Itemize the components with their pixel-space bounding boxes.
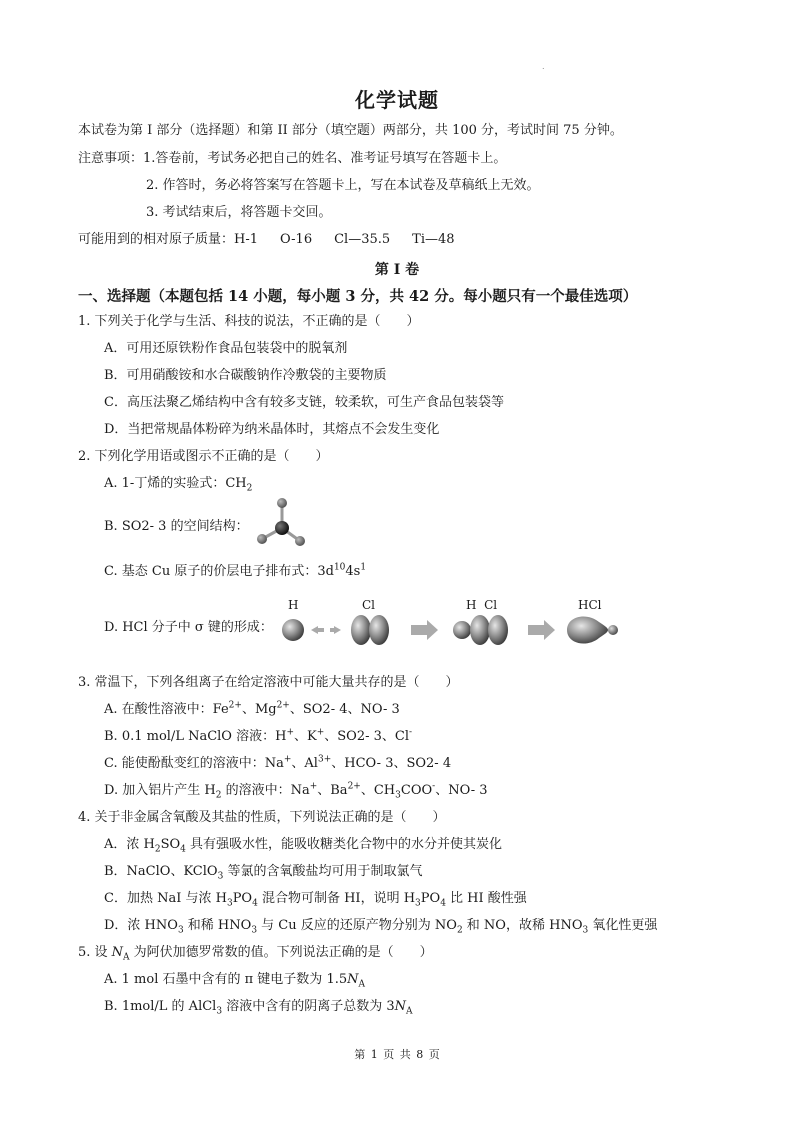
q3-d-sup: 2+	[347, 781, 361, 792]
q4-b-sub: 3	[217, 871, 224, 882]
q1-option-c: C．高压法聚乙烯结构中含有较多支链，较柔软，可生产食品包装袋等	[104, 395, 504, 410]
q5-b-sub: A	[406, 1006, 413, 1017]
atomic-mass-value: O-16	[280, 232, 313, 247]
q2-option-d: D. HCl 分子中 σ 键的形成：	[104, 620, 273, 635]
q5-a-sub: A	[358, 979, 365, 990]
notice-item: 3. 考试结束后，将答题卡交回。	[146, 205, 332, 220]
q3-a-text: A. 在酸性溶液中：Fe	[104, 702, 229, 717]
q5-a-text: A. 1 mol 石墨中含有的 π 键电子数为 1.5	[104, 972, 348, 987]
q4-c-text: PO	[232, 891, 253, 906]
q3-d-sub: 3	[395, 790, 401, 801]
q1-option-a: A．可用还原铁粉作食品包装袋中的脱氧剂	[104, 341, 348, 356]
q4-a-sub: 4	[180, 844, 186, 855]
q3-a-sup: 2+	[228, 700, 242, 711]
atomic-mass-value: Cl—35.5	[334, 232, 391, 247]
q5-stem-text: 5. 设	[78, 945, 112, 960]
q4-c-sub: 3	[226, 898, 233, 909]
q2-c-sup: 10	[333, 562, 346, 573]
q3-d-text: COO	[400, 783, 433, 798]
q4-b-text: 等氯的含氧酸盐均可用于制取氯气	[223, 864, 423, 879]
q2-c-text: C. 基态 Cu 原子的价层电子排布式：3d	[104, 564, 334, 579]
page-footer	[0, 1046, 794, 1062]
q4-option-d	[104, 917, 657, 935]
section-heading: 一、选择题（本题包括 14 小题，每小题 3 分，共 42 分。每小题只有一个最佳选项）	[78, 288, 638, 305]
q4-c-text: 比 HI 酸性强	[445, 891, 527, 906]
q1-stem: 1. 下列关于化学与生活、科技的说法，不正确的是（ ）	[78, 314, 420, 329]
q2-option-c	[104, 563, 366, 581]
q3-b-text: B. 0.1 mol/L NaClO 溶液：H	[104, 729, 287, 744]
q4-d-sub: 2	[456, 925, 463, 936]
q3-d-text: 、NO- 3	[435, 783, 488, 798]
q2-a-sub: 2	[246, 483, 253, 494]
q4-d-text: 和 NO，故稀 HNO	[462, 918, 583, 933]
q4-c-sub: 4	[440, 898, 446, 909]
q4-a-text: A．浓 H	[104, 837, 155, 852]
q4-b-text: B．NaClO、KClO	[104, 864, 218, 879]
q5-stem	[78, 944, 433, 962]
q2-option-a	[104, 475, 252, 493]
page-title: 化学试题	[355, 88, 439, 112]
q3-d-text: 的溶液中：Na	[221, 783, 310, 798]
q3-a-text: 、Mg	[241, 702, 277, 717]
q3-b-sup: +	[316, 727, 325, 738]
footer-text: 页	[383, 1048, 395, 1061]
q3-d-text: D. 加入铝片产生 H	[104, 783, 216, 798]
q4-c-sub: 4	[252, 898, 258, 909]
footer-page-total: 8	[416, 1048, 424, 1061]
q4-option-b	[104, 863, 422, 881]
q3-d-text: 、Ba	[317, 783, 348, 798]
atomic-mass-value: Ti—48	[412, 232, 455, 247]
q3-b-text: 、K	[294, 729, 317, 744]
q4-option-c	[104, 890, 527, 908]
q4-a-sub: 2	[154, 844, 161, 855]
q3-c-text: 、HCO- 3、SO2- 4	[331, 756, 452, 771]
orbital-label-h-cl: H Cl	[466, 598, 498, 612]
q5-b-sub: 3	[216, 1006, 223, 1017]
q4-d-text: 与 Cu 反应的还原产物分别为 NO	[257, 918, 457, 933]
notice-line-1	[78, 150, 506, 168]
q5-option-b	[104, 998, 413, 1016]
q3-option-a	[104, 701, 400, 719]
orbital-label-cl: Cl	[362, 598, 376, 612]
q3-d-sup: +	[309, 781, 318, 792]
q3-stem: 3. 常温下，下列各组离子在给定溶液中可能大量共存的是（ ）	[78, 675, 459, 690]
stray-dot: .	[542, 62, 545, 71]
q4-d-sub: 3	[177, 925, 184, 936]
q4-stem: 4. 关于非金属含氧酸及其盐的性质，下列说法正确的是（ ）	[78, 810, 446, 825]
q3-d-sup: -	[432, 781, 436, 792]
so3-molecule-model	[250, 495, 310, 555]
q2-option-b: B. SO2- 3 的空间结构：	[104, 519, 249, 534]
atomic-mass-value: H-1	[234, 232, 259, 247]
q4-d-text: 和稀 HNO	[183, 918, 252, 933]
notice-item: 1.答卷前，考试务必把自己的姓名、准考证号填写在答题卡上。	[143, 151, 507, 166]
q5-b-symbol: N	[394, 999, 406, 1014]
q3-a-text: 、SO2- 4、NO- 3	[289, 702, 400, 717]
q4-d-text: 氧化性更强	[588, 918, 658, 933]
q5-stem-text: 为阿伏加德罗常数的值。下列说法正确的是（ ）	[129, 945, 433, 960]
q1-option-d: D．当把常规晶体粉碎为纳米晶体时，其熔点不会发生变化	[104, 422, 440, 437]
q4-c-sub: 3	[415, 898, 421, 909]
q5-b-text: B. 1mol/L 的 AlCl	[104, 999, 217, 1014]
orbital-label-h: H	[288, 598, 299, 612]
q5-stem-sub: A	[123, 952, 130, 963]
q3-a-sup: 2+	[276, 700, 290, 711]
q4-c-text: C．加热 NaI 与浓 H	[104, 891, 227, 906]
q4-c-text: PO	[420, 891, 441, 906]
q2-stem: 2. 下列化学用语或图示不正确的是（ ）	[78, 449, 329, 464]
q3-b-text: 、SO2- 3、Cl	[324, 729, 410, 744]
q4-d-sub: 3	[251, 925, 258, 936]
q3-option-c	[104, 755, 451, 773]
q5-option-a	[104, 971, 365, 989]
q2-c-text: 4s	[345, 564, 361, 579]
q3-c-text: 、Al	[291, 756, 318, 771]
q3-c-sup: 3+	[317, 754, 332, 765]
q4-c-text: 混合物可制备 HI，说明 H	[257, 891, 416, 906]
q3-option-d	[104, 782, 488, 800]
q3-c-sup: +	[283, 754, 292, 765]
q3-d-text: 、CH	[360, 783, 396, 798]
notice-item: 2. 作答时，务必将答案写在答题卡上，写在本试卷及草稿纸上无效。	[146, 178, 540, 193]
orbital-label-hcl: HCl	[578, 598, 602, 612]
q2-a-text: A. 1-丁烯的实验式：CH	[104, 476, 247, 491]
hcl-sigma-bond-diagram	[275, 608, 635, 654]
atomic-masses	[78, 231, 455, 249]
q4-a-text: SO	[160, 837, 181, 852]
q4-d-text: D．浓 HNO	[104, 918, 178, 933]
footer-page-number: 1	[370, 1048, 378, 1061]
q1-option-b: B．可用硝酸铵和水合碳酸钠作冷敷袋的主要物质	[104, 368, 387, 383]
q5-stem-symbol: N	[111, 945, 124, 960]
q3-d-sub: 2	[215, 790, 222, 801]
q3-c-text: C. 能使酚酞变红的溶液中：Na	[104, 756, 284, 771]
q2-c-sup: 1	[360, 562, 367, 573]
notice-label: 注意事项：	[78, 151, 144, 166]
footer-text: 页	[428, 1048, 440, 1061]
q3-option-b	[104, 728, 412, 746]
q3-b-sup: -	[409, 727, 413, 738]
q4-option-a	[104, 836, 502, 854]
footer-text: 共	[399, 1048, 411, 1061]
q5-b-text: 溶液中含有的阴离子总数为 3	[222, 999, 395, 1014]
part-title: 第 I 卷	[374, 262, 420, 278]
q3-b-sup: +	[286, 727, 294, 738]
footer-text: 第	[354, 1048, 366, 1061]
q4-a-text: 具有强吸水性，能吸收糖类化合物中的水分并使其炭化	[185, 837, 503, 852]
atomic-masses-label: 可能用到的相对原子质量：	[78, 232, 235, 247]
q5-a-symbol: N	[347, 972, 359, 987]
q4-d-sub: 3	[582, 925, 589, 936]
intro-text: 本试卷为第 I 部分（选择题）和第 II 部分（填空题）两部分，共 100 分，考试时间 75 分钟。	[78, 123, 623, 138]
